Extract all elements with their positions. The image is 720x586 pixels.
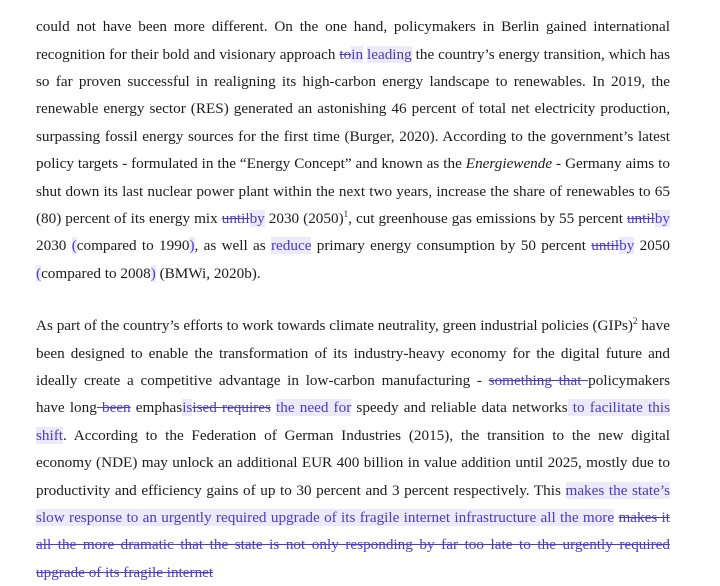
text-segment: 2050 xyxy=(634,237,670,255)
tracked-deletion[interactable]: makes it all the more dramatic that the state is not only responding by far too late to the urgently required upgrade of its fragile internet xyxy=(36,509,670,581)
text-segment: As part of the country’s efforts to work towards climate neutrality, green industrial policies (GIPs) xyxy=(36,317,633,335)
text-segment: (BMWi, 2020b). xyxy=(155,264,261,282)
text-segment: primary energy consumption by 50 percent xyxy=(311,237,592,255)
footnote-marker[interactable]: 2 xyxy=(632,316,638,327)
tracked-format-change[interactable]: ) xyxy=(189,237,195,255)
tracked-insertion[interactable]: the need for xyxy=(276,399,352,417)
text-segment: . According to the Federation of German Industries (2015), the transition to the new digital economy (NDE) may unlock an additional EUR 400 billion in value addition until 2025, mostly due to productivity and efficiency gains of up to 30 percent and 3 percent respectively. This xyxy=(36,426,670,499)
text-segment: , as well as xyxy=(194,237,271,255)
tracked-deletion[interactable]: ised requires xyxy=(192,399,271,417)
tracked-insertion[interactable]: by xyxy=(619,237,635,255)
paragraph-energy-transition xyxy=(36,13,670,287)
tracked-insertion[interactable]: by xyxy=(249,210,265,228)
tracked-format-change[interactable]: ( xyxy=(71,237,77,255)
text-segment: have been designed to enable the transformation of its industry-heavy economy for the digital future and ideally create a competitive advantage in low-carbon manufacturing - xyxy=(36,317,670,389)
text-segment: 2030 (2050) xyxy=(264,210,344,228)
tracked-insertion[interactable]: by xyxy=(654,210,670,228)
text-segment: compared to 2008 xyxy=(41,264,151,282)
tracked-insertion[interactable]: makes the state’s slow response to an urgently required upgrade of its fragile internet infrastructure all the more xyxy=(36,481,670,527)
tracked-deletion[interactable]: until xyxy=(626,210,655,228)
tracked-format-change[interactable]: ( xyxy=(36,264,42,282)
text-segment: speedy and reliable data networks xyxy=(351,399,568,417)
tracked-insertion[interactable]: to facilitate this shift xyxy=(36,399,670,444)
text-segment: emphas xyxy=(130,399,183,417)
tracked-deletion[interactable]: to xyxy=(339,45,352,63)
tracked-insertion[interactable]: in xyxy=(351,45,364,63)
tracked-deletion[interactable]: something that xyxy=(488,372,589,389)
tracked-deletion[interactable]: until xyxy=(591,237,620,255)
tracked-insertion[interactable]: leading xyxy=(367,45,412,63)
tracked-insertion[interactable]: is xyxy=(182,399,193,417)
text-segment: policymakers have long xyxy=(36,372,670,417)
text-segment: the country’s energy transition, which has so far proven successful in realigning its high-carbon energy landscape to renewables. In 2019, the renewable energy sector (RES) generated an astonishing 46 percent of total net electricity production, surpassing fossil energy sources for the first time (Burger, 2020). According to the government’s latest policy targets - formulated in the “Energy Concept” and known as the xyxy=(36,45,671,173)
text-segment: , cut greenhouse gas emissions by 55 percent xyxy=(348,210,627,228)
tracked-insertion[interactable]: reduce xyxy=(270,237,312,255)
text-segment: could not have been more different. On the one hand, policymakers in Berlin gained international recognition for their bold and visionary approach xyxy=(36,18,670,63)
tracked-deletion[interactable]: until xyxy=(221,210,250,228)
footnote-marker[interactable]: 1 xyxy=(343,208,349,219)
text-segment: 2030 xyxy=(36,237,72,255)
text-segment: compared to 1990 xyxy=(76,237,190,255)
tracked-deletion[interactable]: been xyxy=(96,399,131,417)
tracked-format-change[interactable]: ) xyxy=(150,264,156,282)
text-segment: - Germany aims to shut down its last nuclear power plant within the next two years, increase the share of renewables to 65 (80) percent of its energy mix xyxy=(36,155,670,228)
italic-term: Energiewende xyxy=(465,155,553,173)
paragraph-green-industrial-policies xyxy=(36,312,670,586)
